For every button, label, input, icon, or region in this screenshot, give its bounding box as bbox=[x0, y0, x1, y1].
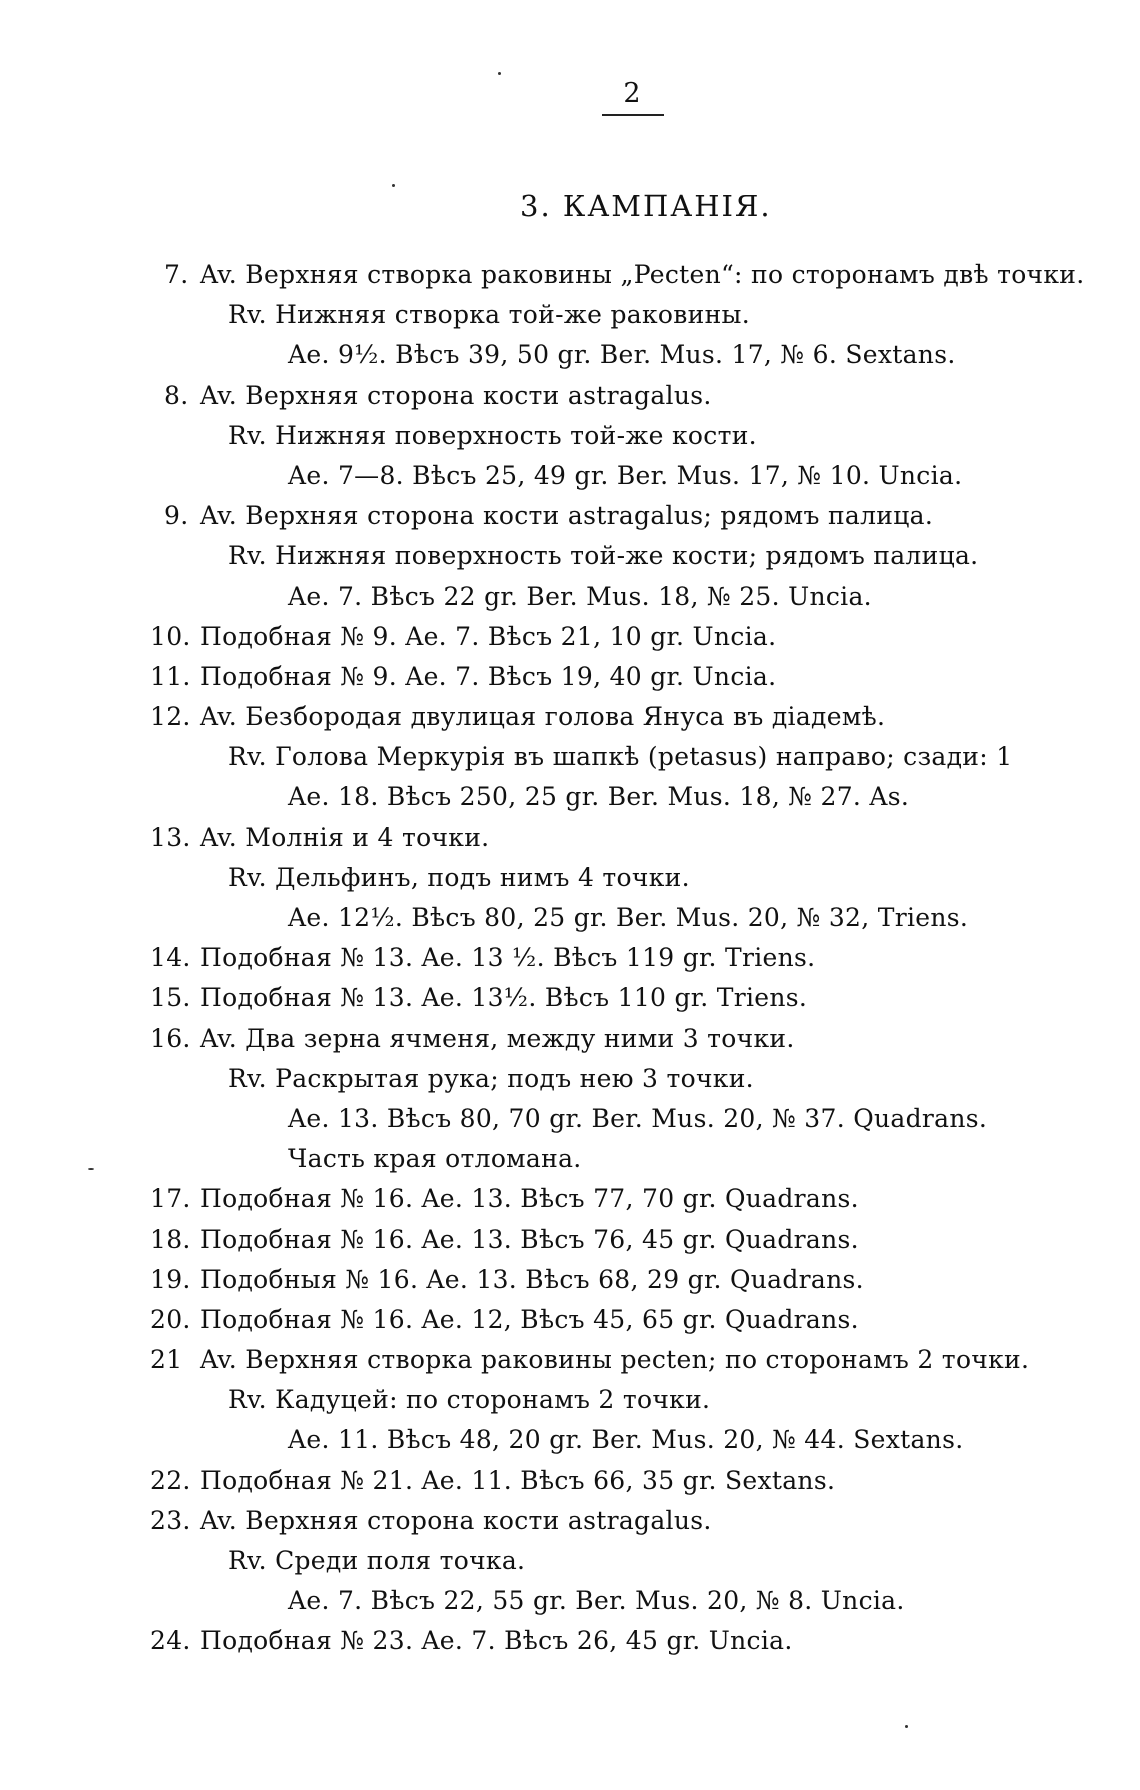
entry-line bbox=[0, 938, 1140, 978]
entry-line bbox=[0, 376, 1140, 416]
entry-number: 9. bbox=[164, 501, 189, 531]
entry-number: 15. bbox=[150, 983, 191, 1013]
scan-speck bbox=[498, 72, 501, 75]
entry-measurement: Ae. 12½. Вѣсъ 80, 25 gr. Ber. Mus. 20, № 32, Triens. bbox=[288, 903, 969, 932]
page-number-rule bbox=[602, 114, 664, 116]
entry-obverse: Av. Верхняя сторона кости astragalus; рядомъ палица. bbox=[200, 501, 934, 531]
entry-line bbox=[0, 1501, 1140, 1541]
entry-number: 19. bbox=[150, 1264, 191, 1294]
entry-line bbox=[0, 1179, 1140, 1219]
entry-line bbox=[0, 978, 1140, 1018]
entry-line bbox=[0, 1059, 1140, 1099]
entry-line bbox=[0, 1220, 1140, 1260]
entry-note: Часть края отломана. bbox=[288, 1144, 582, 1174]
entry-measurement: Ae. 7—8. Вѣсъ 25, 49 gr. Ber. Mus. 17, № 10. Uncia. bbox=[288, 460, 963, 490]
entry-obverse: Av. Верхняя сторона кости astragalus. bbox=[200, 380, 712, 410]
entry-text: Подобная № 9. Ae. 7. Вѣсъ 19, 40 gr. Uncia. bbox=[200, 661, 777, 691]
entry-reverse: Rv. Дельфинъ, подъ нимъ 4 точки. bbox=[228, 862, 690, 892]
entry-number: 13. bbox=[150, 822, 191, 852]
entry-number: 18. bbox=[150, 1224, 191, 1254]
entry-line bbox=[0, 1139, 1140, 1179]
entry-number: 12. bbox=[150, 702, 191, 732]
entry-line bbox=[0, 1019, 1140, 1059]
entry-line bbox=[0, 818, 1140, 858]
scan-speck bbox=[905, 1725, 908, 1728]
entry-text: Подобная № 13. Ae. 13 ½. Вѣсъ 119 gr. Triens. bbox=[200, 943, 816, 973]
page-number: 2 bbox=[623, 78, 641, 109]
entry-number: 22. bbox=[150, 1465, 191, 1495]
entry-measurement: Ae. 18. Вѣсъ 250, 25 gr. Ber. Mus. 18, № 27. As. bbox=[288, 782, 910, 812]
entry-line bbox=[0, 737, 1140, 777]
entry-obverse: Av. Верхняя створка раковины pecten; по сторонамъ 2 точки. bbox=[200, 1345, 1030, 1375]
entry-line bbox=[0, 577, 1140, 617]
entry-text: Подобная № 16. Ae. 13. Вѣсъ 76, 45 gr. Quadrans. bbox=[200, 1224, 859, 1254]
entry-line bbox=[0, 1581, 1140, 1621]
entry-obverse: Av. Верхняя створка раковины „Pecten“: по сторонамъ двѣ точки. bbox=[200, 260, 1085, 289]
entry-reverse: Rv. Раскрытая рука; подъ нею 3 точки. bbox=[228, 1063, 754, 1093]
entry-text: Подобная № 16. Ae. 12, Вѣсъ 45, 65 gr. Quadrans. bbox=[200, 1304, 859, 1334]
entry-number: 8. bbox=[164, 380, 189, 410]
scan-speck bbox=[392, 184, 395, 187]
entry-line bbox=[0, 1340, 1140, 1380]
entry-number: 16. bbox=[150, 1023, 191, 1053]
entry-number: 24. bbox=[150, 1626, 191, 1656]
entry-line bbox=[0, 1099, 1140, 1139]
entry-measurement: Ae. 7. Вѣсъ 22 gr. Ber. Mus. 18, № 25. Uncia. bbox=[288, 581, 872, 611]
entry-line bbox=[0, 255, 1140, 295]
entry-text: Подобныя № 16. Ae. 13. Вѣсъ 68, 29 gr. Quadrans. bbox=[200, 1264, 864, 1294]
entry-obverse: Av. Два зерна ячменя, между ними 3 точки. bbox=[200, 1023, 795, 1053]
entry-obverse: Av. Молнія и 4 точки. bbox=[200, 822, 490, 852]
entry-obverse: Av. Безбородая двулицая голова Януса въ діадемѣ. bbox=[200, 702, 886, 732]
entry-reverse: Rv. Кадуцей: по сторонамъ 2 точки. bbox=[228, 1385, 711, 1415]
entry-line bbox=[0, 416, 1140, 456]
entry-line bbox=[0, 1420, 1140, 1460]
entry-line bbox=[0, 536, 1140, 576]
entry-line bbox=[0, 1260, 1140, 1300]
entry-measurement: Ae. 9½. Вѣсъ 39, 50 gr. Ber. Mus. 17, № 6. Sextans. bbox=[288, 340, 956, 370]
entry-line bbox=[0, 1461, 1140, 1501]
entry-number: 14. bbox=[150, 943, 191, 973]
entry-measurement: Ae. 13. Вѣсъ 80, 70 gr. Ber. Mus. 20, № 37. Quadrans. bbox=[288, 1103, 988, 1133]
entry-line bbox=[0, 1541, 1140, 1581]
entry-number: 17. bbox=[150, 1184, 191, 1214]
entry-line bbox=[0, 898, 1140, 938]
entry-line bbox=[0, 295, 1140, 335]
entry-line bbox=[0, 1621, 1140, 1661]
entry-line bbox=[0, 1380, 1140, 1420]
entry-line bbox=[0, 777, 1140, 817]
entry-reverse: Rv. Голова Меркурія въ шапкѣ (petasus) направо; сзади: 1 bbox=[228, 742, 1013, 772]
entry-number: 7. bbox=[164, 260, 189, 289]
entry-line bbox=[0, 697, 1140, 737]
entry-line bbox=[0, 657, 1140, 697]
entry-reverse: Rv. Нижняя створка той-же раковины. bbox=[228, 300, 750, 330]
entry-number: 21 bbox=[150, 1345, 183, 1375]
entry-text: Подобная № 16. Ae. 13. Вѣсъ 77, 70 gr. Quadrans. bbox=[200, 1184, 859, 1214]
entry-text: Подобная № 13. Ae. 13½. Вѣсъ 110 gr. Triens. bbox=[200, 983, 808, 1013]
entry-text: Подобная № 21. Ae. 11. Вѣсъ 66, 35 gr. Sextans. bbox=[200, 1465, 836, 1495]
entry-reverse: Rv. Нижняя поверхность той-же кости. bbox=[228, 420, 757, 450]
entry-number: 23. bbox=[150, 1505, 191, 1535]
entry-reverse: Rv. Среди поля точка. bbox=[228, 1546, 526, 1575]
entry-number: 20. bbox=[150, 1304, 191, 1334]
entry-text: Подобная № 23. Ae. 7. Вѣсъ 26, 45 gr. Uncia. bbox=[200, 1626, 793, 1656]
entry-line bbox=[0, 858, 1140, 898]
entry-line bbox=[0, 617, 1140, 657]
entry-text: Подобная № 9. Ae. 7. Вѣсъ 21, 10 gr. Uncia. bbox=[200, 621, 777, 651]
scan-speck bbox=[88, 1168, 94, 1170]
entry-line bbox=[0, 1300, 1140, 1340]
entry-line bbox=[0, 496, 1140, 536]
section-title: 3. КАМПАНІЯ. bbox=[520, 189, 772, 223]
entry-measurement: Ae. 7. Вѣсъ 22, 55 gr. Ber. Mus. 20, № 8. Uncia. bbox=[288, 1586, 905, 1616]
catalogue-entries bbox=[0, 255, 1140, 1662]
entry-number: 11. bbox=[150, 661, 191, 691]
entry-obverse: Av. Верхняя сторона кости astragalus. bbox=[200, 1505, 712, 1535]
entry-reverse: Rv. Нижняя поверхность той-же кости; рядомъ палица. bbox=[228, 541, 979, 571]
entry-line bbox=[0, 456, 1140, 496]
entry-line bbox=[0, 335, 1140, 375]
entry-number: 10. bbox=[150, 621, 191, 651]
entry-measurement: Ae. 11. Вѣсъ 48, 20 gr. Ber. Mus. 20, № 44. Sextans. bbox=[288, 1425, 964, 1455]
